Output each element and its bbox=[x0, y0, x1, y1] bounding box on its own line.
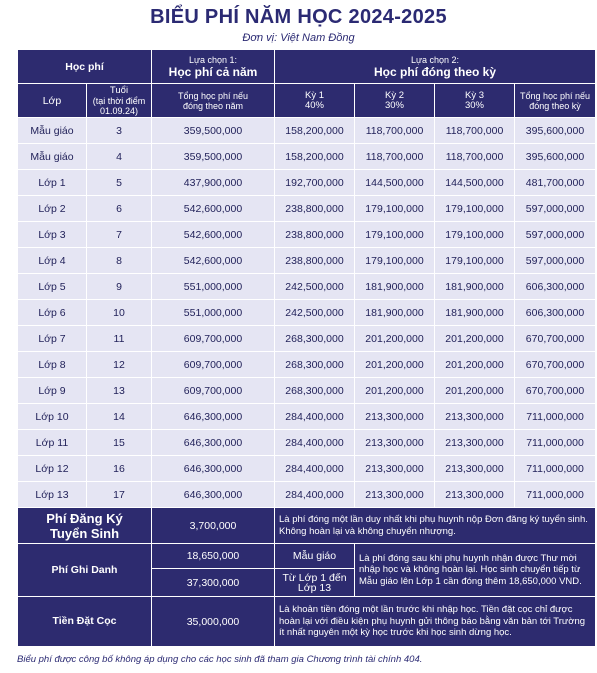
term2-cell: 201,200,000 bbox=[355, 326, 435, 352]
term3-cell: 201,200,000 bbox=[435, 378, 515, 404]
table-row bbox=[18, 274, 596, 300]
tuition-header: Học phí bbox=[18, 50, 152, 84]
term1-cell: 268,300,000 bbox=[275, 352, 355, 378]
term3-cell: 201,200,000 bbox=[435, 326, 515, 352]
registration-title-line-1: Phí Đăng Ký bbox=[46, 510, 123, 526]
annual-header-line-1: Tổng học phí nếu bbox=[177, 90, 249, 101]
age-header-line-2: (tại thời điểm bbox=[92, 95, 146, 106]
age-cell: 6 bbox=[87, 196, 152, 222]
enrollment-fee-label-school: Từ Lớp 1 đến Lớp 13 bbox=[275, 569, 355, 597]
term1-cell: 192,700,000 bbox=[275, 170, 355, 196]
annual-header-line-2: đóng theo năm bbox=[182, 100, 244, 111]
term2-cell: 213,300,000 bbox=[355, 456, 435, 482]
page-title: BIỂU PHÍ NĂM HỌC 2024-2025 bbox=[150, 6, 447, 28]
table-row bbox=[18, 118, 596, 144]
class-cell: Lớp 10 bbox=[18, 404, 87, 430]
class-cell: Lớp 4 bbox=[18, 248, 87, 274]
table-row bbox=[18, 430, 596, 456]
term2-label: Kỳ 2 bbox=[384, 89, 404, 101]
term-total-cell: 711,000,000 bbox=[515, 430, 596, 456]
registration-fee-amount: 3,700,000 bbox=[152, 508, 275, 544]
registration-fee-title bbox=[18, 508, 152, 544]
annual-total-cell: 609,700,000 bbox=[152, 326, 275, 352]
registration-fee-description: Là phí đóng một lần duy nhất khi phụ huynh nộp Đơn đăng ký tuyển sinh. Không hoàn lại và không chuyển nhượng. bbox=[275, 508, 596, 544]
age-cell: 9 bbox=[87, 274, 152, 300]
class-cell: Lớp 13 bbox=[18, 482, 87, 508]
option2-header bbox=[275, 50, 596, 84]
term1-cell: 238,800,000 bbox=[275, 248, 355, 274]
age-column-header bbox=[87, 84, 152, 118]
table-row bbox=[18, 456, 596, 482]
term2-cell: 181,900,000 bbox=[355, 300, 435, 326]
age-cell: 4 bbox=[87, 144, 152, 170]
age-cell: 17 bbox=[87, 482, 152, 508]
term2-cell: 201,200,000 bbox=[355, 378, 435, 404]
annual-total-cell: 542,600,000 bbox=[152, 196, 275, 222]
term3-percent: 30% bbox=[464, 99, 484, 111]
term-total-cell: 670,700,000 bbox=[515, 326, 596, 352]
annual-total-cell: 646,300,000 bbox=[152, 482, 275, 508]
class-cell: Lớp 11 bbox=[18, 430, 87, 456]
header-row-top bbox=[18, 50, 596, 84]
age-cell: 13 bbox=[87, 378, 152, 404]
term2-cell: 179,100,000 bbox=[355, 222, 435, 248]
age-cell: 8 bbox=[87, 248, 152, 274]
term-total-cell: 597,000,000 bbox=[515, 248, 596, 274]
table-row bbox=[18, 196, 596, 222]
term-total-cell: 606,300,000 bbox=[515, 274, 596, 300]
class-cell: Mẫu giáo bbox=[18, 144, 87, 170]
term-total-cell: 481,700,000 bbox=[515, 170, 596, 196]
term1-cell: 238,800,000 bbox=[275, 222, 355, 248]
term3-cell: 213,300,000 bbox=[435, 456, 515, 482]
age-header-line-1: Tuổi bbox=[109, 84, 129, 96]
term-total-cell: 670,700,000 bbox=[515, 352, 596, 378]
term3-cell: 179,100,000 bbox=[435, 248, 515, 274]
term2-cell: 118,700,000 bbox=[355, 144, 435, 170]
term3-cell: 118,700,000 bbox=[435, 144, 515, 170]
term1-cell: 158,200,000 bbox=[275, 118, 355, 144]
deposit-row bbox=[18, 597, 596, 647]
annual-total-cell: 646,300,000 bbox=[152, 430, 275, 456]
term2-cell: 179,100,000 bbox=[355, 248, 435, 274]
term-total-cell: 395,600,000 bbox=[515, 118, 596, 144]
term2-cell: 181,900,000 bbox=[355, 274, 435, 300]
term-total-cell: 711,000,000 bbox=[515, 404, 596, 430]
class-column-header: Lớp bbox=[18, 84, 87, 118]
term3-column-header bbox=[435, 84, 515, 118]
table-row bbox=[18, 248, 596, 274]
term1-cell: 284,400,000 bbox=[275, 404, 355, 430]
enrollment-fee-amount-kinder: 18,650,000 bbox=[152, 544, 275, 569]
term1-cell: 284,400,000 bbox=[275, 430, 355, 456]
currency-unit: Đơn vị: Việt Nam Đồng bbox=[242, 32, 355, 44]
term1-cell: 238,800,000 bbox=[275, 196, 355, 222]
term-total-header-line-1: Tổng học phí nếu bbox=[519, 90, 591, 101]
annual-total-cell: 609,700,000 bbox=[152, 352, 275, 378]
term3-cell: 118,700,000 bbox=[435, 118, 515, 144]
table-row bbox=[18, 300, 596, 326]
term-total-cell: 597,000,000 bbox=[515, 222, 596, 248]
term3-cell: 179,100,000 bbox=[435, 196, 515, 222]
term-total-cell: 711,000,000 bbox=[515, 456, 596, 482]
class-cell: Lớp 2 bbox=[18, 196, 87, 222]
annual-total-cell: 551,000,000 bbox=[152, 300, 275, 326]
term2-cell: 118,700,000 bbox=[355, 118, 435, 144]
table-row bbox=[18, 404, 596, 430]
table-row bbox=[18, 144, 596, 170]
class-cell: Lớp 5 bbox=[18, 274, 87, 300]
term1-cell: 158,200,000 bbox=[275, 144, 355, 170]
term-total-cell: 597,000,000 bbox=[515, 196, 596, 222]
term3-cell: 181,900,000 bbox=[435, 274, 515, 300]
deposit-amount: 35,000,000 bbox=[152, 597, 275, 647]
term1-cell: 268,300,000 bbox=[275, 378, 355, 404]
enrollment-fee-description: Là phí đóng sau khi phụ huynh nhận được Thư mời nhập học và không hoàn lại. Học sinh chuyển tiếp từ Mẫu giáo lên Lớp 1 cần đóng thêm 18,650,000 VND. bbox=[355, 544, 596, 597]
term-total-cell: 395,600,000 bbox=[515, 144, 596, 170]
term2-cell: 213,300,000 bbox=[355, 482, 435, 508]
option1-header bbox=[152, 50, 275, 84]
header-row-columns bbox=[18, 84, 596, 118]
term3-cell: 144,500,000 bbox=[435, 170, 515, 196]
annual-total-cell: 551,000,000 bbox=[152, 274, 275, 300]
term1-label: Kỳ 1 bbox=[304, 89, 324, 101]
footnote: Biểu phí được công bố không áp dụng cho các học sinh đã tham gia Chương trình tài chính 404. bbox=[17, 654, 423, 665]
enrollment-fee-row-kinder bbox=[18, 544, 596, 569]
term2-cell: 179,100,000 bbox=[355, 196, 435, 222]
term1-column-header bbox=[275, 84, 355, 118]
annual-total-cell: 359,500,000 bbox=[152, 144, 275, 170]
term1-cell: 268,300,000 bbox=[275, 326, 355, 352]
term-total-header-line-2: đóng theo kỳ bbox=[529, 100, 581, 111]
age-cell: 15 bbox=[87, 430, 152, 456]
registration-title-line-2: Tuyển Sinh bbox=[49, 525, 120, 541]
term2-cell: 213,300,000 bbox=[355, 404, 435, 430]
enrollment-fee-label-kinder: Mẫu giáo bbox=[275, 544, 355, 569]
fee-table bbox=[17, 49, 596, 647]
term1-cell: 242,500,000 bbox=[275, 274, 355, 300]
age-header-line-3: 01.09.24) bbox=[99, 105, 139, 116]
annual-total-cell: 646,300,000 bbox=[152, 404, 275, 430]
term3-cell: 181,900,000 bbox=[435, 300, 515, 326]
age-cell: 11 bbox=[87, 326, 152, 352]
term-total-cell: 711,000,000 bbox=[515, 482, 596, 508]
age-cell: 10 bbox=[87, 300, 152, 326]
annual-total-column-header bbox=[152, 84, 275, 118]
class-cell: Lớp 9 bbox=[18, 378, 87, 404]
term1-cell: 242,500,000 bbox=[275, 300, 355, 326]
deposit-title: Tiền Đặt Cọc bbox=[18, 597, 152, 647]
table-row bbox=[18, 378, 596, 404]
class-cell: Lớp 7 bbox=[18, 326, 87, 352]
term3-cell: 213,300,000 bbox=[435, 404, 515, 430]
annual-total-cell: 646,300,000 bbox=[152, 456, 275, 482]
age-cell: 14 bbox=[87, 404, 152, 430]
annual-total-cell: 359,500,000 bbox=[152, 118, 275, 144]
term-total-column-header bbox=[515, 84, 596, 118]
table-row bbox=[18, 326, 596, 352]
registration-fee-row bbox=[18, 508, 596, 544]
enrollment-fee-amount-school: 37,300,000 bbox=[152, 569, 275, 597]
annual-total-cell: 542,600,000 bbox=[152, 248, 275, 274]
term1-cell: 284,400,000 bbox=[275, 456, 355, 482]
age-cell: 16 bbox=[87, 456, 152, 482]
enrollment-fee-title: Phí Ghi Danh bbox=[18, 544, 152, 597]
class-cell: Lớp 6 bbox=[18, 300, 87, 326]
term1-cell: 284,400,000 bbox=[275, 482, 355, 508]
option1-label: Lựa chọn 1: bbox=[188, 54, 238, 65]
class-cell: Lớp 1 bbox=[18, 170, 87, 196]
class-cell: Lớp 12 bbox=[18, 456, 87, 482]
age-cell: 7 bbox=[87, 222, 152, 248]
term3-cell: 201,200,000 bbox=[435, 352, 515, 378]
term1-percent: 40% bbox=[304, 99, 324, 111]
class-cell: Lớp 3 bbox=[18, 222, 87, 248]
annual-total-cell: 609,700,000 bbox=[152, 378, 275, 404]
term-total-cell: 606,300,000 bbox=[515, 300, 596, 326]
class-cell: Lớp 8 bbox=[18, 352, 87, 378]
term3-label: Kỳ 3 bbox=[464, 89, 484, 101]
term2-cell: 213,300,000 bbox=[355, 430, 435, 456]
term-total-cell: 670,700,000 bbox=[515, 378, 596, 404]
option2-label: Lựa chọn 2: bbox=[410, 54, 460, 65]
term2-cell: 201,200,000 bbox=[355, 352, 435, 378]
term3-cell: 213,300,000 bbox=[435, 482, 515, 508]
age-cell: 5 bbox=[87, 170, 152, 196]
term2-cell: 144,500,000 bbox=[355, 170, 435, 196]
table-row bbox=[18, 482, 596, 508]
age-cell: 3 bbox=[87, 118, 152, 144]
table-row bbox=[18, 352, 596, 378]
class-cell: Mẫu giáo bbox=[18, 118, 87, 144]
table-row bbox=[18, 170, 596, 196]
term2-percent: 30% bbox=[384, 99, 404, 111]
option2-title: Học phí đóng theo kỳ bbox=[374, 64, 496, 79]
annual-total-cell: 437,900,000 bbox=[152, 170, 275, 196]
annual-total-cell: 542,600,000 bbox=[152, 222, 275, 248]
option1-title: Học phí cả năm bbox=[168, 64, 258, 79]
term3-cell: 179,100,000 bbox=[435, 222, 515, 248]
term2-column-header bbox=[355, 84, 435, 118]
deposit-description: Là khoản tiền đóng một lần trước khi nhập học. Tiền đặt cọc chỉ được hoàn lại với điều kiện phụ huynh gửi thông báo bằng văn bản tới Trường ít nhất nguyên một kỳ học trước khi học sinh dừng học. bbox=[275, 597, 596, 647]
age-cell: 12 bbox=[87, 352, 152, 378]
term3-cell: 213,300,000 bbox=[435, 430, 515, 456]
table-row bbox=[18, 222, 596, 248]
